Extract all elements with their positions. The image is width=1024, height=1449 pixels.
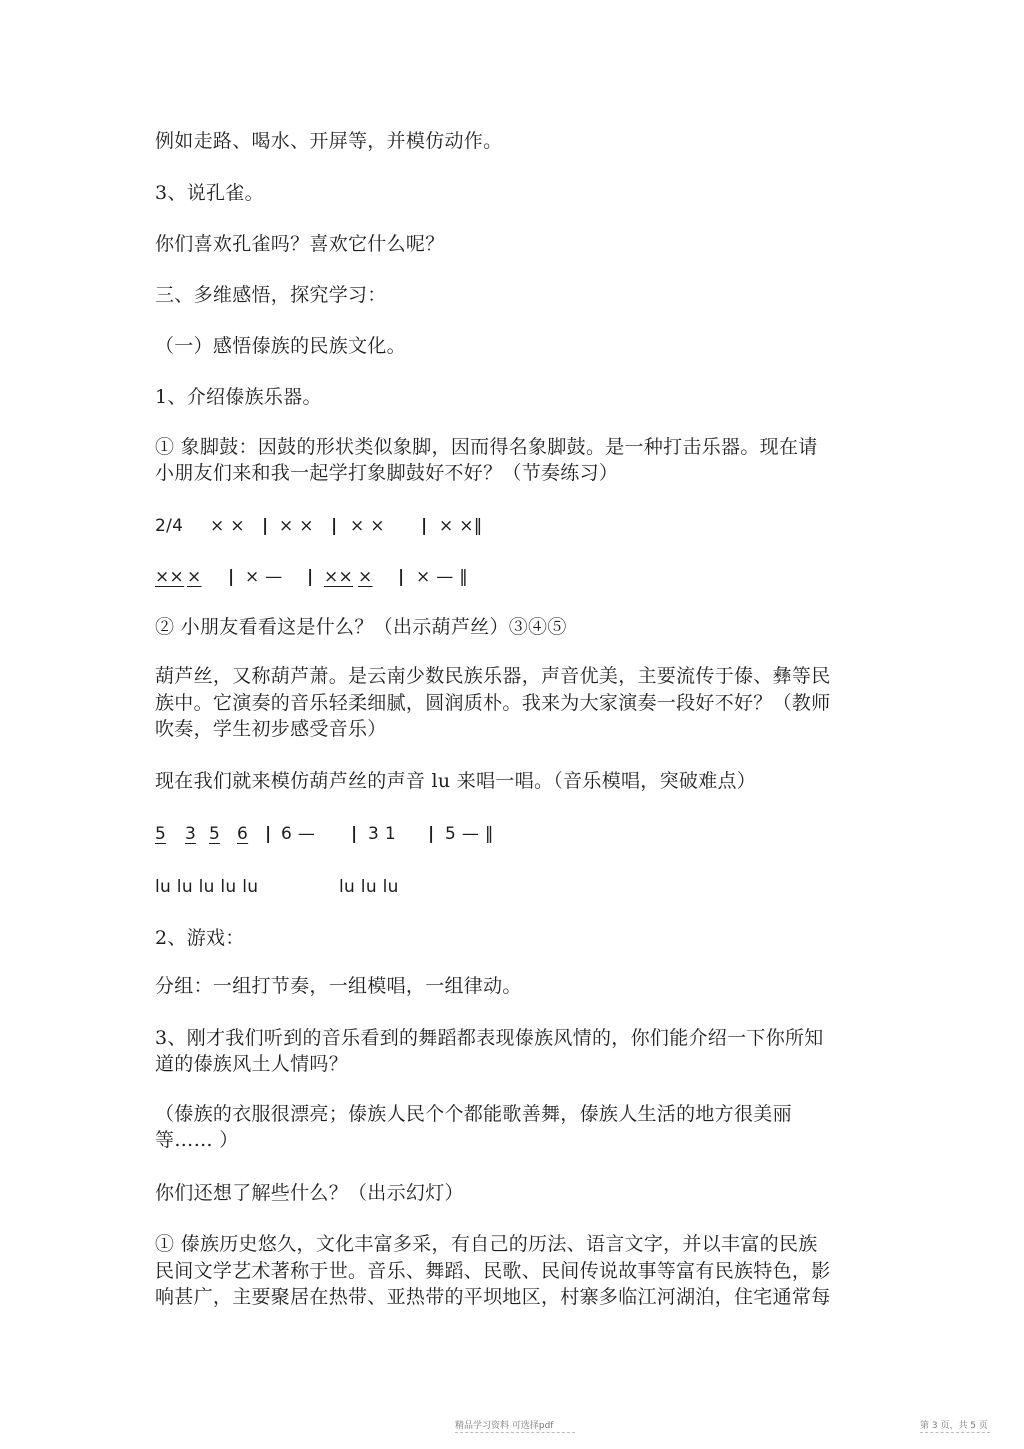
bar-line: | (351, 824, 358, 844)
rhythm-measure: × × (350, 516, 385, 536)
paragraph-line: 3、说孔雀。 (155, 182, 264, 204)
time-signature: 2/4 (155, 516, 184, 536)
bar-line: | (265, 824, 272, 844)
bar-line: | (331, 516, 338, 536)
paragraph-line: 3、刚才我们听到的音乐看到的舞蹈都表现傣族风情的，你们能介绍一下你所知 (155, 1027, 824, 1049)
paragraph-line: 道的傣族风土人情吗？ (155, 1053, 349, 1075)
bar-line: | (421, 516, 428, 536)
paragraph-line: ① 傣族历史悠久，文化丰富多采，有自己的历法、语言文字，并以丰富的民族 (155, 1233, 818, 1255)
paragraph-line: 你们喜欢孔雀吗？喜欢它什么呢？ (155, 233, 445, 255)
footer-watermark (455, 1418, 553, 1431)
rhythm-measure: × ×‖ (439, 516, 483, 536)
rhythm-note: × (187, 567, 202, 587)
footer-left-text: 精品学习资料 可选择pdf (455, 1421, 554, 1431)
bar-line: | (428, 824, 435, 844)
bar-line: | (228, 567, 235, 587)
melody-note: 5 (155, 824, 167, 844)
page-number (920, 1418, 988, 1431)
rhythm-note: × (358, 567, 373, 587)
rhythm-note: × — (245, 567, 283, 587)
footer-divider (455, 1432, 575, 1433)
subsection-heading: （一）感悟傣族的民族文化。 (155, 335, 406, 357)
lyrics-segment: lu lu lu lu lu (155, 877, 259, 897)
paragraph-line: 1、介绍傣族乐器。 (155, 386, 322, 408)
section-heading: 三、多维感悟，探究学习： (155, 284, 387, 306)
paragraph-line: 例如走路、喝水、开屏等，并模仿动作。 (155, 130, 503, 152)
paragraph-line: 葫芦丝，又称葫芦萧。是云南少数民族乐器，声音优美，主要流传于傣、彝等民 (155, 665, 831, 687)
paragraph-line: ① 象脚鼓：因鼓的形状类似象脚，因而得名象脚鼓。是一种打击乐器。现在请 (155, 436, 818, 458)
paragraph-line: 族中。它演奏的音乐轻柔细腻，圆润质朴。我来为大家演奏一段好不好？（教师 (155, 692, 831, 714)
rhythm-note: ×× (324, 567, 354, 587)
bar-line: | (262, 516, 269, 536)
melody-note: 3 (185, 824, 197, 844)
melody-measure: 5 — ‖ (445, 824, 494, 844)
paragraph-line: 小朋友们来和我一起学打象脚鼓好不好？（节奏练习） (155, 462, 619, 484)
paragraph-line: 响甚广，主要聚居在热带、亚热带的平坝地区，村寨多临江河湖泊，住宅通常每 (155, 1286, 831, 1308)
melody-note: 6 (237, 824, 249, 844)
rhythm-note: ×× (155, 567, 185, 587)
paragraph-line: 2、游戏： (155, 927, 245, 949)
footer-divider (920, 1432, 990, 1433)
paragraph-line: （傣族的衣服很漂亮；傣族人民个个都能歌善舞，傣族人生活的地方很美丽 (155, 1103, 792, 1125)
paragraph-line: 民间文学艺术著称于世。音乐、舞蹈、民歌、民间传说故事等富有民族特色，影 (155, 1260, 831, 1282)
rhythm-note: × — ‖ (416, 567, 469, 587)
rhythm-measure: × × (210, 516, 245, 536)
bar-line: | (398, 567, 405, 587)
page-number-text: 第 3 页，共 5 页 (920, 1421, 988, 1431)
paragraph-line: 吹奏，学生初步感受音乐） (155, 718, 387, 740)
paragraph-line: 分组：一组打节奏，一组模唱，一组律动。 (155, 975, 522, 997)
paragraph-line: ② 小朋友看看这是什么？（出示葫芦丝）③④⑤ (155, 616, 567, 638)
paragraph-line: 你们还想了解些什么？（出示幻灯） (155, 1182, 464, 1204)
melody-measure: 6 — (281, 824, 316, 844)
melody-note: 5 (209, 824, 221, 844)
paragraph-line: 现在我们就来模仿葫芦丝的声音 lu 来唱一唱。（音乐模唱，突破难点） (155, 770, 757, 792)
bar-line: | (307, 567, 314, 587)
paragraph-line: 等…… ） (155, 1129, 239, 1151)
rhythm-measure: × × (279, 516, 314, 536)
lyrics-segment: lu lu lu (339, 877, 399, 897)
melody-measure: 3 1 (368, 824, 396, 844)
